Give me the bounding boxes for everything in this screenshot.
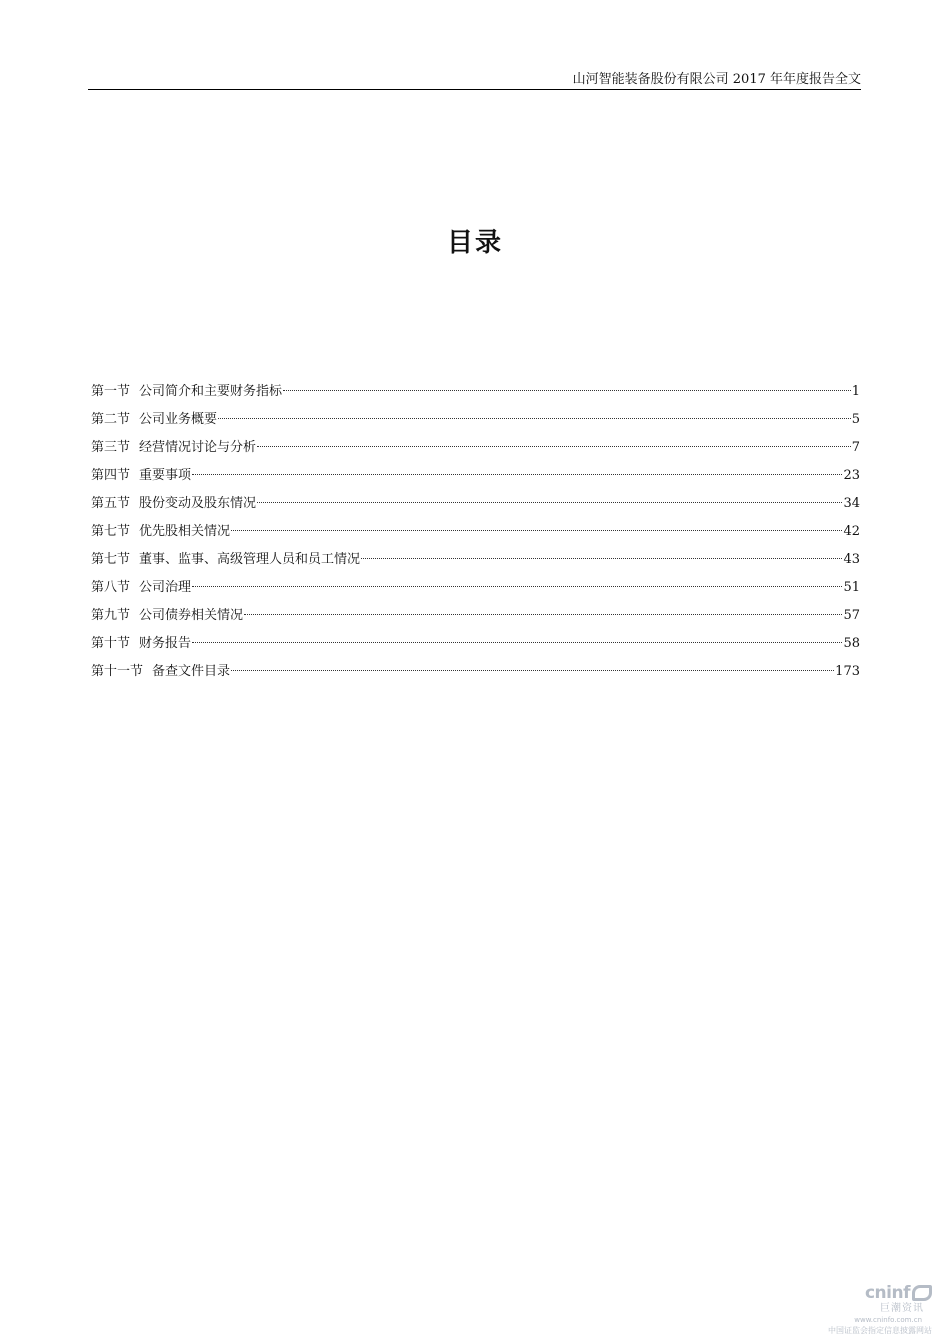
toc-dot-leader xyxy=(218,417,851,419)
toc-entry-label xyxy=(91,606,243,626)
toc-entry-label xyxy=(91,522,230,542)
header-divider xyxy=(88,89,861,90)
running-header: 山河智能装备股份有限公司 2017 年年度报告全文 xyxy=(572,72,861,87)
toc-page-number: 57 xyxy=(843,608,860,623)
toc-entry-label xyxy=(91,634,191,654)
toc-page-number: 23 xyxy=(843,468,860,483)
cninfo-swirl-icon xyxy=(912,1285,932,1301)
toc-section-number: 第七节 xyxy=(91,524,131,539)
toc-dot-leader xyxy=(192,585,842,587)
toc-dot-leader xyxy=(231,669,834,671)
toc-entry[interactable] xyxy=(91,410,860,438)
toc-entry[interactable] xyxy=(91,494,860,522)
toc-section-number: 第九节 xyxy=(91,608,131,623)
cninfo-url: www.cninfo.com.cn xyxy=(854,1316,922,1324)
toc-section-title: 公司业务概要 xyxy=(139,412,218,427)
toc-entry-label xyxy=(91,662,230,682)
toc-entry[interactable] xyxy=(91,634,860,662)
cninfo-logo xyxy=(865,1283,932,1303)
toc-section-title: 公司债券相关情况 xyxy=(139,608,244,623)
toc-page-number: 34 xyxy=(843,496,860,511)
toc-entry[interactable] xyxy=(91,522,860,550)
toc-page-number: 173 xyxy=(835,664,860,679)
toc-section-title: 重要事项 xyxy=(139,468,192,483)
toc-section-number: 第四节 xyxy=(91,468,131,483)
toc-dot-leader xyxy=(231,529,842,531)
toc-entry-label xyxy=(91,578,191,598)
toc-section-title: 股份变动及股东情况 xyxy=(139,496,257,511)
toc-page-number: 51 xyxy=(843,580,860,595)
toc-section-title: 优先股相关情况 xyxy=(139,524,231,539)
toc-dot-leader xyxy=(257,501,842,503)
toc-section-title: 经营情况讨论与分析 xyxy=(139,440,257,455)
cninfo-name: 巨潮资讯 xyxy=(880,1303,924,1314)
toc-section-title: 公司简介和主要财务指标 xyxy=(139,384,283,399)
toc-dot-leader xyxy=(361,557,842,559)
toc-page-number: 5 xyxy=(851,412,860,427)
toc-entry-label xyxy=(91,410,217,430)
toc-page-number: 42 xyxy=(843,524,860,539)
toc-entry-label xyxy=(91,438,256,458)
toc-entry-label xyxy=(91,550,360,570)
toc-entry[interactable] xyxy=(91,550,860,578)
toc-page-number: 7 xyxy=(851,440,860,455)
toc-page-number: 58 xyxy=(843,636,860,651)
toc-entry-label xyxy=(91,466,191,486)
toc-entry[interactable] xyxy=(91,662,860,690)
toc-section-number: 第二节 xyxy=(91,412,131,427)
toc-dot-leader xyxy=(244,613,842,615)
cninfo-logo-text: cninf xyxy=(864,1283,910,1303)
toc-title: 目录 xyxy=(446,228,503,258)
toc-section-number: 第十节 xyxy=(91,636,131,651)
toc-section-number: 第五节 xyxy=(91,496,131,511)
cninfo-watermark xyxy=(828,1283,938,1341)
toc-entry-label xyxy=(91,382,282,402)
toc-entry[interactable] xyxy=(91,438,860,466)
table-of-contents xyxy=(91,382,860,690)
toc-dot-leader xyxy=(192,641,842,643)
toc-section-title: 备查文件目录 xyxy=(152,664,231,679)
toc-dot-leader xyxy=(192,473,842,475)
toc-section-title: 财务报告 xyxy=(139,636,192,651)
toc-section-number: 第十一节 xyxy=(91,664,144,679)
toc-section-number: 第七节 xyxy=(91,552,131,567)
toc-dot-leader xyxy=(283,389,851,391)
toc-section-title: 公司治理 xyxy=(139,580,192,595)
toc-entry[interactable] xyxy=(91,466,860,494)
toc-entry-label xyxy=(91,494,256,514)
toc-entry[interactable] xyxy=(91,382,860,410)
toc-entry[interactable] xyxy=(91,606,860,634)
toc-section-number: 第八节 xyxy=(91,580,131,595)
toc-dot-leader xyxy=(257,445,851,447)
toc-section-title: 董事、监事、高级管理人员和员工情况 xyxy=(139,552,361,567)
cninfo-org: 中国证监会指定信息披露网站 xyxy=(828,1326,932,1335)
toc-page-number: 43 xyxy=(843,552,860,567)
toc-page-number: 1 xyxy=(851,384,860,399)
toc-entry[interactable] xyxy=(91,578,860,606)
toc-section-number: 第三节 xyxy=(91,440,131,455)
toc-section-number: 第一节 xyxy=(91,384,131,399)
